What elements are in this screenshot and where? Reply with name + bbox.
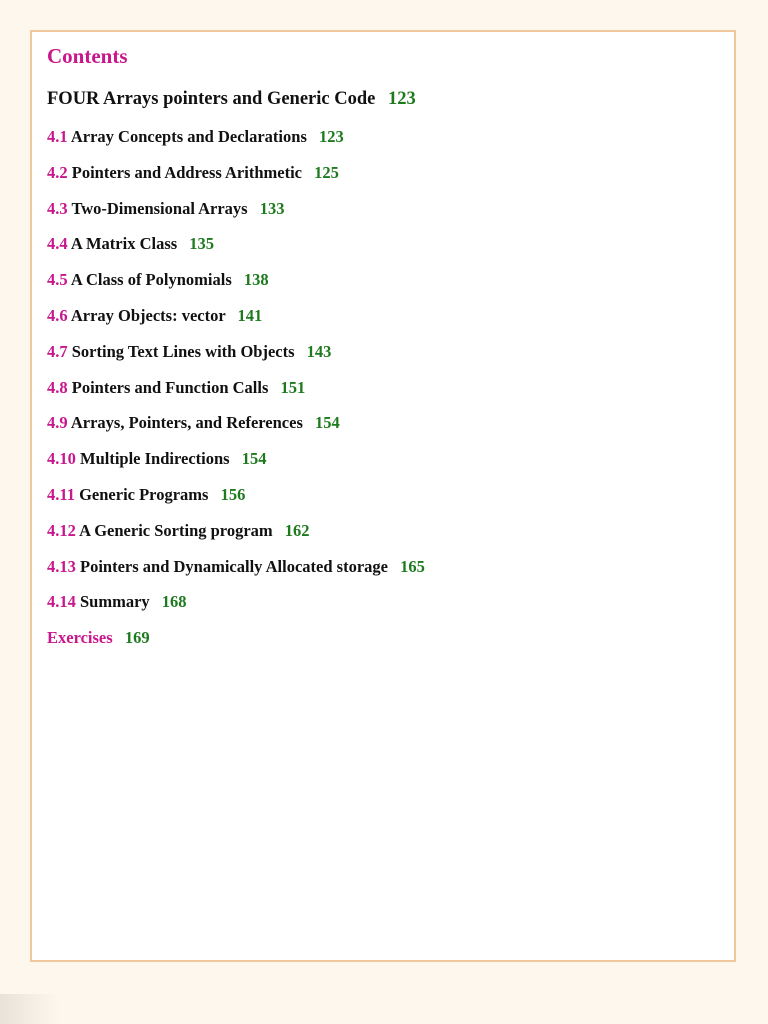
toc-entry[interactable] bbox=[47, 269, 425, 305]
section-title: A Generic Sorting program bbox=[79, 520, 273, 540]
section-number: 4.12 bbox=[47, 520, 76, 540]
toc-entry[interactable] bbox=[47, 448, 425, 484]
toc-list bbox=[47, 126, 425, 663]
section-title: Generic Programs bbox=[79, 484, 209, 504]
chapter-page-number: 123 bbox=[387, 89, 416, 109]
section-title: A Matrix Class bbox=[70, 234, 178, 254]
section-title: Pointers and Address Arithmetic bbox=[71, 162, 302, 182]
toc-entry[interactable] bbox=[47, 520, 425, 556]
section-number: 4.14 bbox=[47, 592, 76, 612]
toc-entry[interactable] bbox=[47, 556, 425, 592]
toc-entry[interactable] bbox=[47, 198, 425, 234]
toc-entry[interactable] bbox=[47, 162, 425, 198]
chapter-label: FOUR Arrays pointers and Generic Code bbox=[47, 89, 376, 109]
section-page-number: 165 bbox=[400, 556, 425, 576]
toc-entry[interactable] bbox=[47, 233, 425, 269]
toc-entry-exercises[interactable] bbox=[47, 627, 425, 663]
section-page-number: 123 bbox=[319, 127, 344, 146]
section-title: Pointers and Function Calls bbox=[71, 377, 269, 397]
section-title: Sorting Text Lines with Objects bbox=[71, 341, 295, 361]
section-page-number: 143 bbox=[306, 341, 332, 361]
section-number: 4.5 bbox=[47, 270, 68, 290]
exercises-page-number: 169 bbox=[124, 628, 150, 648]
section-title: Two-Dimensional Arrays bbox=[71, 198, 248, 218]
contents-page bbox=[30, 30, 736, 962]
toc-entry[interactable] bbox=[47, 591, 425, 627]
section-page-number: 154 bbox=[241, 449, 267, 469]
section-title: Multiple Indirections bbox=[80, 449, 230, 469]
toc-entry[interactable] bbox=[47, 484, 425, 520]
section-number: 4.10 bbox=[47, 449, 76, 469]
section-page-number: 135 bbox=[189, 234, 215, 254]
section-number: 4.8 bbox=[47, 377, 68, 397]
section-title: Arrays, Pointers, and References bbox=[70, 413, 303, 433]
toc-entry[interactable] bbox=[47, 305, 425, 341]
section-number: 4.3 bbox=[47, 198, 68, 218]
section-page-number: 151 bbox=[280, 377, 306, 397]
section-page-number: 162 bbox=[284, 520, 310, 540]
toc-entry[interactable] bbox=[47, 341, 425, 377]
section-page-number: 168 bbox=[161, 592, 187, 612]
toc-entry[interactable] bbox=[47, 412, 425, 448]
page-corner-shadow bbox=[0, 994, 60, 1024]
exercises-label: Exercises bbox=[47, 628, 113, 648]
section-title: Summary bbox=[80, 592, 150, 612]
toc-entry[interactable] bbox=[47, 126, 425, 162]
chapter-heading[interactable] bbox=[47, 89, 416, 110]
section-page-number: 138 bbox=[243, 270, 269, 290]
section-page-number: 125 bbox=[314, 162, 339, 182]
section-number: 4.11 bbox=[47, 484, 75, 504]
section-page-number: 133 bbox=[259, 198, 285, 218]
section-number: 4.1 bbox=[47, 127, 68, 146]
section-page-number: 141 bbox=[237, 305, 263, 325]
section-number: 4.2 bbox=[47, 162, 68, 182]
section-title: Array Concepts and Declarations bbox=[70, 127, 307, 146]
toc-entry[interactable] bbox=[47, 377, 425, 413]
contents-title: Contents bbox=[47, 44, 128, 68]
section-page-number: 154 bbox=[314, 413, 340, 433]
section-title: Pointers and Dynamically Allocated storage bbox=[80, 556, 388, 576]
section-title: Array Objects: vector bbox=[70, 305, 226, 325]
section-page-number: 156 bbox=[220, 484, 246, 504]
section-title: A Class of Polynomials bbox=[70, 270, 232, 290]
section-number: 4.4 bbox=[47, 234, 68, 254]
section-number: 4.7 bbox=[47, 341, 68, 361]
section-number: 4.9 bbox=[47, 413, 68, 433]
section-number: 4.13 bbox=[47, 556, 76, 576]
section-number: 4.6 bbox=[47, 305, 68, 325]
